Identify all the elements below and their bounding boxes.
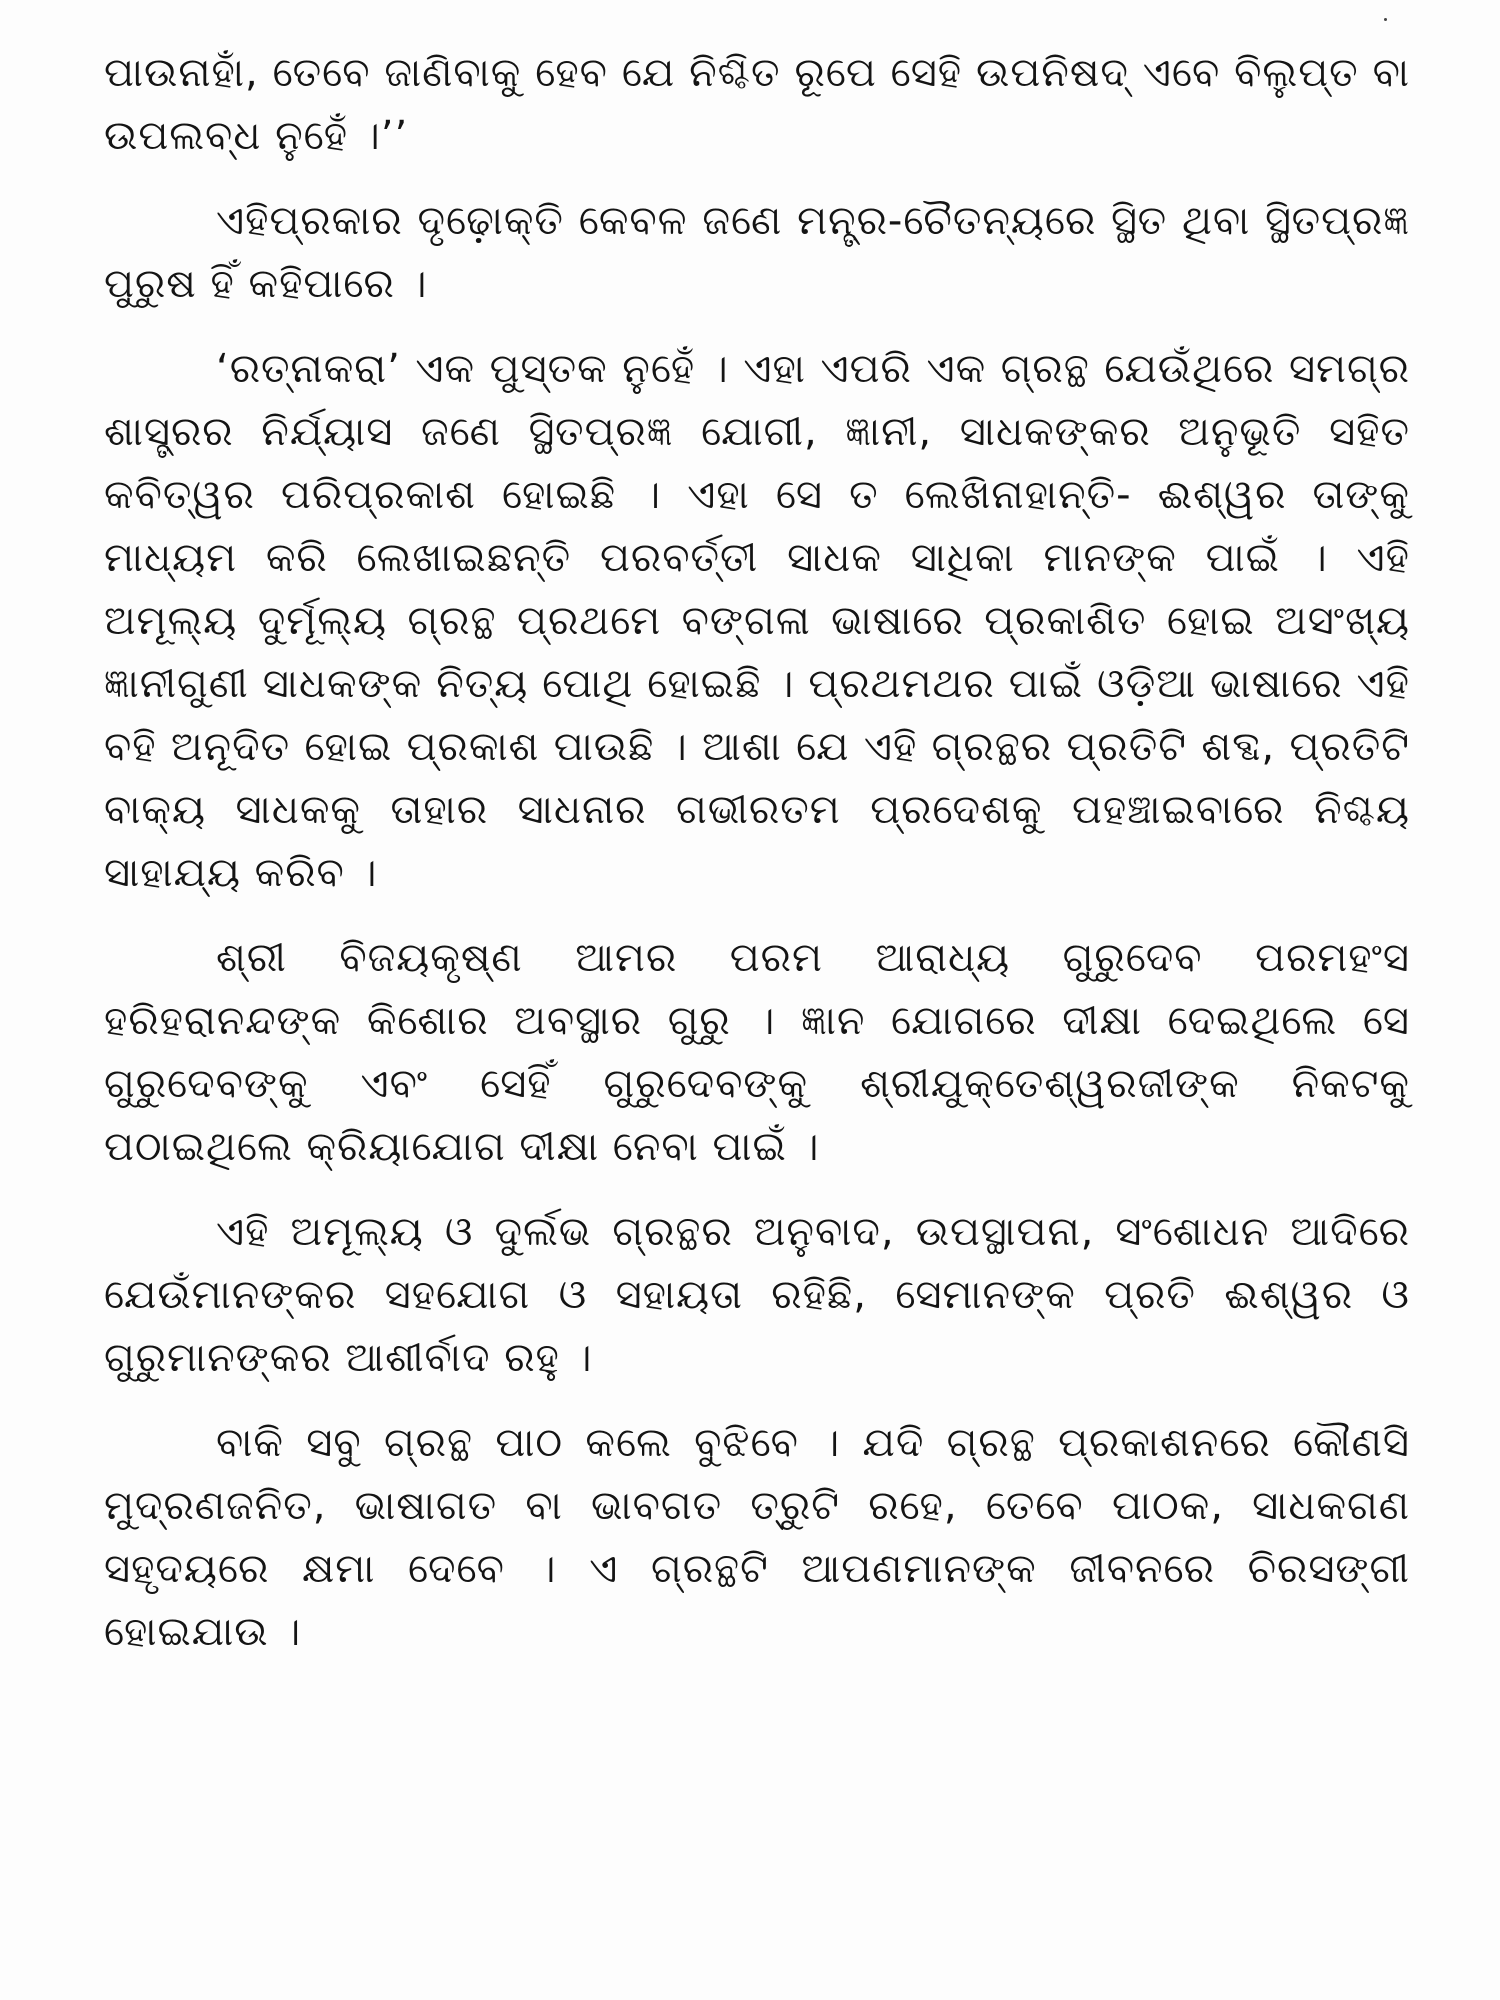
paragraph-6: ବାକି ସବୁ ଗ୍ରନ୍ଥ ପାଠ କଲେ ବୁଝିବେ । ଯଦି ଗ୍ରନ୍ଥ ପ୍ରକାଶନରେ କୌଣସି ମୁଦ୍ରଣଜନିତ, ଭାଷାଗତ ବା ଭାବଗତ ତ୍ରୁଟି ରହେ, ତେବେ ପାଠକ, ସାଧକଗଣ ସହୃଦୟରେ କ୍ଷମା ଦେବେ । ଏ ଗ୍ରନ୍ଥଟି ଆପଣମାନଙ୍କ ଜୀବନରେ ଚିରସଙ୍ଗୀ ହୋଇଯାଉ ।	[104, 1420, 1410, 1655]
paragraph-4: ଶ୍ରୀ ବିଜୟକୃଷ୍ଣ ଆମର ପରମ ଆରାଧ୍ୟ ଗୁରୁଦେବ ପରମହଂସ ହରିହରାନନ୍ଦଙ୍କ କିଶୋର ଅବସ୍ଥାର ଗୁରୁ । ଜ୍ଞାନ ଯୋଗରେ ଦୀକ୍ଷା ଦେଇଥିଲେ ସେ ଗୁରୁଦେବଙ୍କୁ ଏବଂ ସେହିଁ ଗୁରୁଦେବଙ୍କୁ ଶ୍ରୀଯୁକ୍ତେଶ୍ୱରଜୀଙ୍କ ନିକଟକୁ ପଠାଇଥିଲେ କ୍ରିୟାଯୋଗ ଦୀକ୍ଷା ନେବା ପାଇଁ ।	[104, 935, 1410, 1170]
paragraph-2: ଏହିପ୍ରକାର ଦୃଢ଼ୋକ୍ତି କେବଳ ଜଣେ ମନ୍ତ୍ର-ଚୈତନ୍ୟରେ ସ୍ଥିତ ଥିବା ସ୍ଥିତପ୍ରଜ୍ଞ ପୁରୁଷ ହିଁ କହିପାରେ ।	[104, 198, 1410, 307]
paragraph-3: ‘ରତ୍ନାକରା’ ଏକ ପୁସ୍ତକ ନୁହେଁ । ଏହା ଏପରି ଏକ ଗ୍ରନ୍ଥ ଯେଉଁଥିରେ ସମଗ୍ର ଶାସ୍ତ୍ରର ନିର୍ଯ୍ୟାସ ଜଣେ ସ୍ଥିତପ୍ରଜ୍ଞ ଯୋଗୀ, ଜ୍ଞାନୀ, ସାଧକଙ୍କର ଅନୁଭୂତି ସହିତ କବିତ୍ୱର ପରିପ୍ରକାଶ ହୋଇଛି । ଏହା ସେ ତ ଲେଖିନାହାନ୍ତି- ଈଶ୍ୱର ତାଙ୍କୁ ମାଧ୍ୟମ କରି ଲେଖାଇଛନ୍ତି ପରବର୍ତ୍ତୀ ସାଧକ ସାଧିକା ମାନଙ୍କ ପାଇଁ । ଏହି ଅମୂଲ୍ୟ ଦୁର୍ମୂଲ୍ୟ ଗ୍ରନ୍ଥ ପ୍ରଥମେ ବଙ୍ଗଳା ଭାଷାରେ ପ୍ରକାଶିତ ହୋଇ ଅସଂଖ୍ୟ ଜ୍ଞାନୀଗୁଣୀ ସାଧକଙ୍କ ନିତ୍ୟ ପୋଥି ହୋଇଛି । ପ୍ରଥମଥର ପାଇଁ ଓଡ଼ିଆ ଭାଷାରେ ଏହି ବହି ଅନୂଦିତ ହୋଇ ପ୍ରକାଶ ପାଉଛି । ଆଶା ଯେ ଏହି ଗ୍ରନ୍ଥର ପ୍ରତିଟି ଶବ୍ଦ, ପ୍ରତିଟି ବାକ୍ୟ ସାଧକକୁ ତାହାର ସାଧନାର ଗଭୀରତମ ପ୍ରଦେଶକୁ ପହଞ୍ଚାଇବାରେ ନିଶ୍ଚୟ ସାହାଯ୍ୟ କରିବ ।	[104, 346, 1410, 896]
body-text	[104, 42, 1410, 1664]
paragraph-1: ପାଉନାହାଁ, ତେବେ ଜାଣିବାକୁ ହେବ ଯେ ନିଶ୍ଚିତ ରୂପେ ସେହି ଉପନିଷଦ୍ ଏବେ ବିଲୁପ୍ତ ବା ଉପଲବ୍ଧ ନୁହେଁ ।’’	[104, 50, 1410, 159]
scan-speck	[1384, 18, 1387, 21]
paragraph-5: ଏହି ଅମୂଲ୍ୟ ଓ ଦୁର୍ଲଭ ଗ୍ରନ୍ଥର ଅନୁବାଦ, ଉପସ୍ଥାପନା, ସଂଶୋଧନ ଆଦିରେ ଯେଉଁମାନଙ୍କର ସହଯୋଗ ଓ ସହାୟତା ରହିଛି, ସେମାନଙ୍କ ପ୍ରତି ଈଶ୍ୱର ଓ ଗୁରୁମାନଙ୍କର ଆଶୀର୍ବାଦ ରହୁ ।	[104, 1209, 1410, 1381]
